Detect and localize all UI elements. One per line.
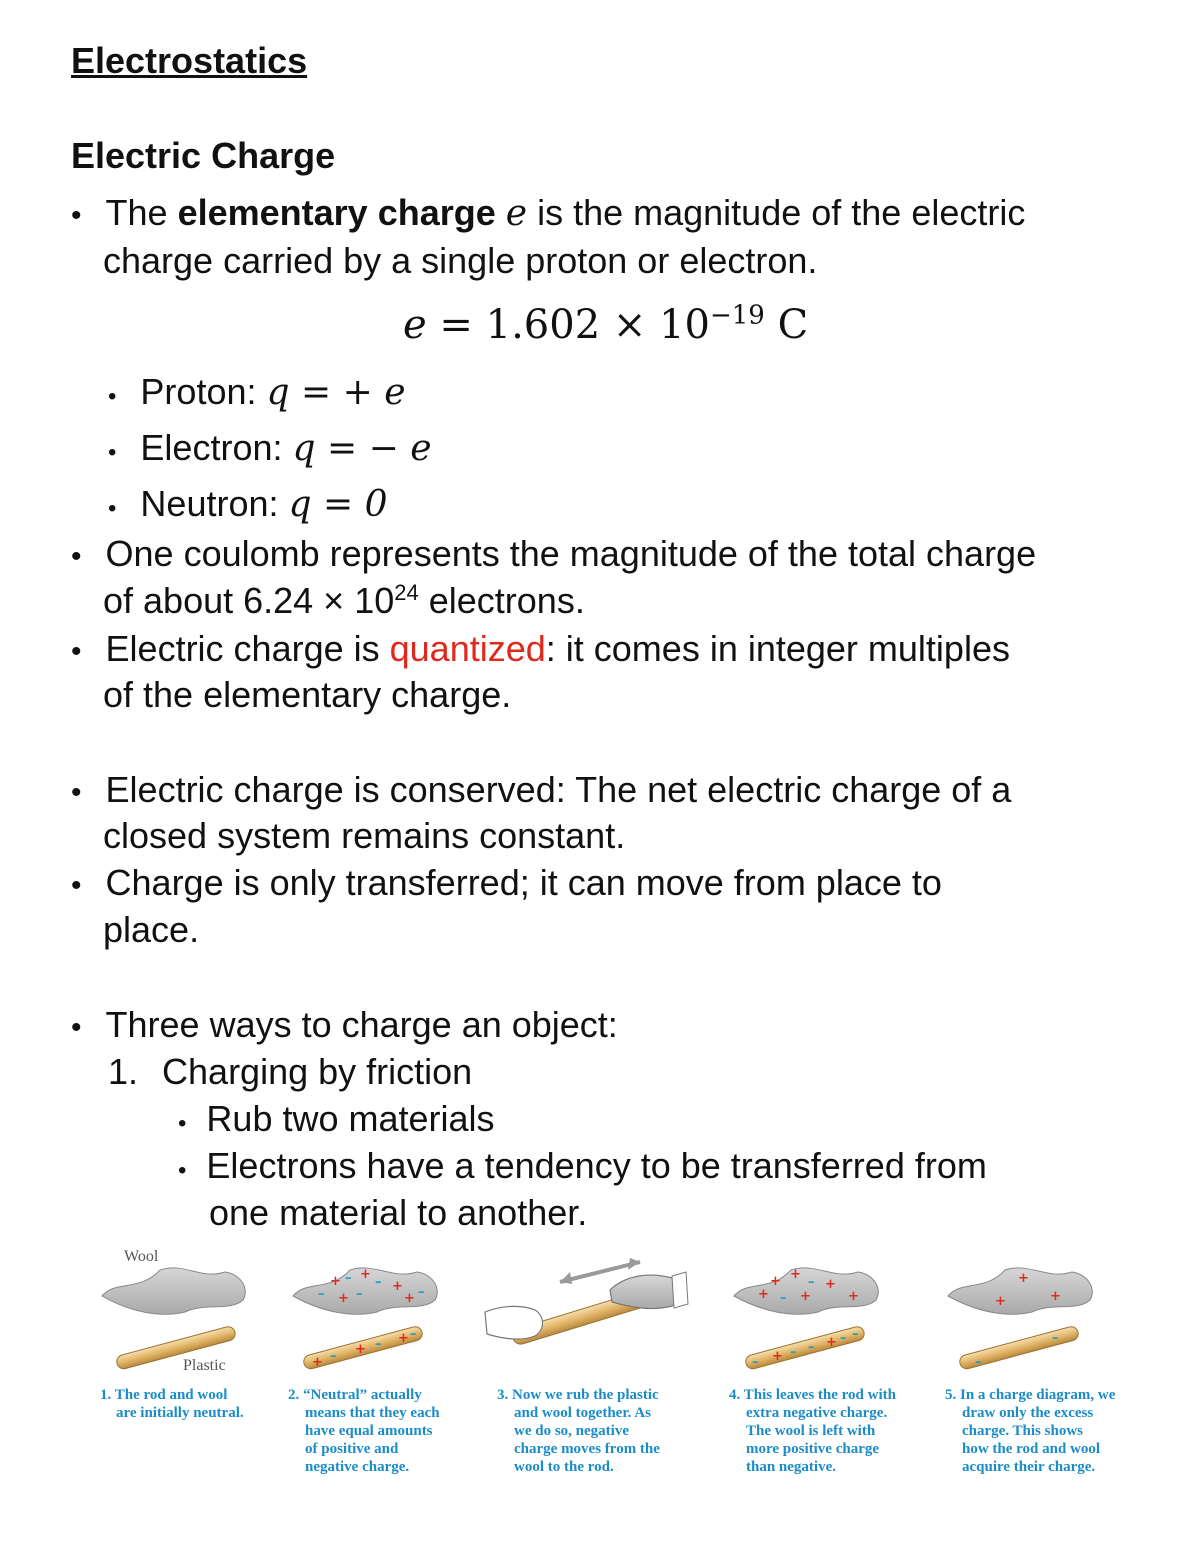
caption-line: draw only the excess <box>962 1405 1094 1421</box>
caption-5 <box>945 1386 1115 1476</box>
exponent: 24 <box>394 580 419 605</box>
text: Three ways to charge an object: <box>105 1004 618 1045</box>
panel-5 <box>948 1268 1092 1370</box>
minus-sign: – <box>375 1275 382 1290</box>
eq-lhs: e <box>403 302 427 348</box>
text: Electric charge is conserved: The net electric charge of a <box>105 769 1012 810</box>
minus-sign: – <box>1052 1331 1059 1346</box>
minus-sign: – <box>330 1349 337 1364</box>
caption-line: wool to the rod. <box>514 1459 614 1475</box>
bullet-dot: • <box>71 635 82 668</box>
plus-sign: + <box>338 1291 349 1306</box>
panel-3 <box>485 1258 688 1346</box>
minus-sign: – <box>840 1331 847 1346</box>
bullet-conserved-line2: closed system remains constant. <box>103 815 626 856</box>
minus-sign: – <box>418 1285 425 1300</box>
item-number: 1. <box>108 1051 139 1092</box>
plus-sign: + <box>398 1331 409 1346</box>
plus-sign: + <box>1050 1289 1061 1304</box>
plastic-label: Plastic <box>183 1357 226 1374</box>
text: The <box>105 192 178 233</box>
plus-sign: + <box>1018 1271 1029 1286</box>
eq-exponent: −19 <box>709 300 765 331</box>
minus-sign: – <box>852 1327 859 1342</box>
hand-right-with-wool <box>610 1275 683 1308</box>
hand-left <box>485 1306 543 1339</box>
bullet-dot: • <box>71 199 82 232</box>
caption-line: more positive charge <box>746 1441 880 1457</box>
eq-unit: C <box>764 302 809 348</box>
text: Electric charge is <box>105 628 390 669</box>
minus-sign: – <box>356 1287 363 1302</box>
bullet-dot: • <box>178 1110 187 1137</box>
bullet-dot: • <box>108 383 117 410</box>
plus-sign: + <box>790 1267 801 1282</box>
minus-sign: – <box>808 1340 815 1355</box>
caption-line: The wool is left with <box>746 1423 876 1439</box>
minus-sign: – <box>808 1275 815 1290</box>
bullet-dot: • <box>71 540 82 573</box>
bullet-dot: • <box>108 495 117 522</box>
caption-line: how the rod and wool <box>962 1441 1101 1457</box>
minus-sign: – <box>345 1271 352 1286</box>
plus-sign: + <box>848 1289 859 1304</box>
math: q = + e <box>266 372 406 413</box>
sleeve <box>672 1272 688 1308</box>
text: Neutron: <box>140 483 289 524</box>
minus-sign: – <box>752 1355 759 1370</box>
caption-3 <box>497 1386 660 1476</box>
plus-sign: + <box>758 1287 769 1302</box>
caption-line: extra negative charge. <box>746 1405 888 1421</box>
text: One coulomb represents the magnitude of the total charge <box>105 533 1037 574</box>
caption-line: means that they each <box>305 1405 440 1421</box>
sub-bullet-electrons-line2: one material to another. <box>209 1192 588 1233</box>
highlight-term: quantized <box>389 628 546 669</box>
text: Rub two materials <box>206 1098 495 1139</box>
caption-line: 4. This leaves the rod with <box>729 1387 896 1403</box>
text: electrons. <box>418 580 585 621</box>
caption-line: than negative. <box>746 1459 836 1475</box>
plus-sign: + <box>770 1274 781 1289</box>
minus-sign: – <box>975 1355 982 1370</box>
plastic-rod <box>744 1325 865 1370</box>
plus-sign: + <box>826 1335 837 1350</box>
bullet-dot: • <box>71 1011 82 1044</box>
caption-line: of positive and <box>305 1441 399 1457</box>
minus-sign: – <box>318 1287 325 1302</box>
caption-line: 3. Now we rub the plastic <box>497 1387 659 1403</box>
caption-2 <box>288 1386 440 1476</box>
bullet-dot: • <box>178 1157 187 1184</box>
bullet-quantized-line2: of the elementary charge. <box>103 674 512 715</box>
caption-line: have equal amounts <box>305 1423 433 1439</box>
caption-line: negative charge. <box>305 1459 410 1475</box>
bullet-dot: • <box>71 869 82 902</box>
bullet-dot: • <box>71 776 82 809</box>
plus-sign: + <box>392 1279 403 1294</box>
wool-patch <box>102 1268 245 1314</box>
panel-1 <box>102 1268 245 1370</box>
text: Charge is only transferred; it can move from place to <box>105 862 942 903</box>
minus-sign: – <box>790 1345 797 1360</box>
text: : it comes in integer multiples <box>545 628 1010 669</box>
page-title: Electrostatics <box>71 40 308 81</box>
text: Electrons have a tendency to be transferred from <box>206 1145 987 1186</box>
plus-sign: + <box>360 1267 371 1282</box>
minus-sign: – <box>410 1327 417 1342</box>
plus-sign: + <box>825 1277 836 1292</box>
minus-sign: – <box>780 1291 787 1306</box>
panel-2 <box>293 1267 437 1370</box>
section-heading: Electric Charge <box>71 135 336 176</box>
text: is the magnitude of the electric <box>527 192 1026 233</box>
plus-sign: + <box>355 1342 366 1357</box>
caption-line: acquire their charge. <box>962 1459 1096 1475</box>
bullet-elementary-charge-line2: charge carried by a single proton or electron. <box>103 240 818 281</box>
caption-line: we do so, negative <box>514 1423 629 1439</box>
plus-sign: + <box>404 1291 415 1306</box>
caption-line: and wool together. As <box>514 1405 651 1421</box>
caption-1 <box>100 1386 244 1422</box>
plus-sign: + <box>772 1349 783 1364</box>
caption-line: charge. This shows <box>962 1423 1083 1439</box>
minus-sign: – <box>375 1337 382 1352</box>
text: Charging by friction <box>162 1051 473 1092</box>
bold-term: elementary charge <box>177 192 496 233</box>
caption-line: 2. “Neutral” actually <box>288 1387 422 1403</box>
text: Electron: <box>140 427 293 468</box>
text: Proton: <box>140 371 267 412</box>
plus-sign: + <box>330 1274 341 1289</box>
caption-line: charge moves from the <box>514 1441 660 1457</box>
bullet-dot: • <box>108 439 117 466</box>
plus-sign: + <box>995 1294 1006 1309</box>
caption-line: 1. The rod and wool <box>100 1387 228 1403</box>
plus-sign: + <box>800 1289 811 1304</box>
math: q = 0 <box>288 484 388 525</box>
math: q = − e <box>292 428 432 469</box>
caption-4 <box>729 1386 896 1476</box>
eq-sign: = <box>426 302 486 348</box>
plus-sign: + <box>312 1355 323 1370</box>
panel-4 <box>734 1267 878 1370</box>
bullet-transferred-line2: place. <box>103 909 200 950</box>
math-var: e <box>505 193 528 234</box>
eq-mantissa: 1.602 × 10 <box>485 302 710 348</box>
caption-line: are initially neutral. <box>116 1405 244 1421</box>
caption-line: 5. In a charge diagram, we <box>945 1387 1116 1403</box>
text: of about 6.24 × 10 <box>103 580 395 621</box>
wool-label: Wool <box>124 1248 159 1265</box>
plastic-rod <box>115 1325 236 1370</box>
